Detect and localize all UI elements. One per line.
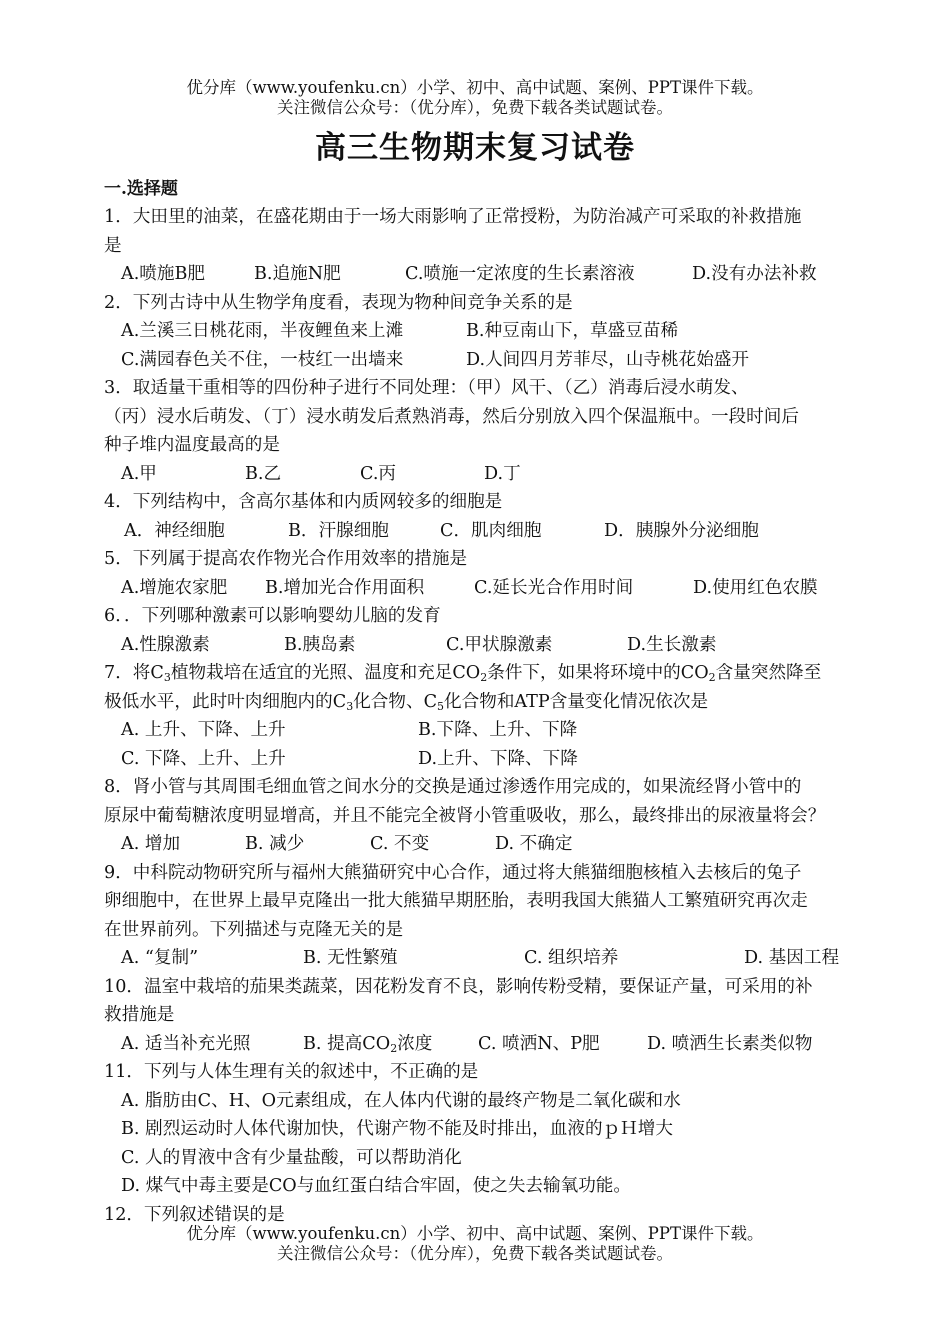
q7-options-ab <box>104 716 876 745</box>
q5-options <box>104 574 876 603</box>
q7-option-c: C. 下降、上升、上升 <box>121 748 286 769</box>
q7-option-d: D.上升、下降、下降 <box>418 748 578 769</box>
q1-line-2: 是 <box>104 235 122 256</box>
q10-option-c: C. 喷洒N、P肥 <box>478 1033 600 1054</box>
q5-option-b: B.增加光合作用面积 <box>265 577 425 598</box>
q10-option-d: D. 喷洒生长素类似物 <box>647 1033 813 1054</box>
q2-options-cd <box>104 346 876 375</box>
q2-option-c: C.满园春色关不住，一枝红一出墙来 <box>121 349 404 370</box>
q9-options <box>104 944 876 973</box>
q1-line-1: 1．大田里的油菜，在盛花期由于一场大雨影响了正常授粉，为防治减产可采取的补救措施 <box>104 207 802 227</box>
q2-line-1: 2．下列古诗中从生物学角度看，表现为物种间竞争关系的是 <box>104 292 573 313</box>
q2-options-ab <box>104 317 876 346</box>
q9-option-d: D. 基因工程 <box>744 948 840 968</box>
section-heading: 一.选择题 <box>104 179 178 199</box>
q1-option-a: A.喷施B肥 <box>121 264 206 284</box>
page-title: 高三生物期末复习试卷 <box>315 130 635 166</box>
q3-line-3: 种子堆内温度最高的是 <box>104 435 280 455</box>
q7-line-2: 极低水平，此时叶肉细胞内的$C_3$化合物、$C_5$化合物和ATP含量变化情况依次是 <box>104 691 709 713</box>
q3-option-a: A.甲 <box>121 463 157 484</box>
q3-line-1: 3．取适量干重相等的四份种子进行不同处理：（甲）风干、（乙）消毒后浸水萌发、 <box>104 378 749 398</box>
q12-line-1: 12．下列叙述错误的是 <box>104 1204 285 1225</box>
q4-options <box>104 517 876 546</box>
q10-line-2: 救措施是 <box>104 1005 175 1025</box>
q10-options <box>104 1030 876 1059</box>
q9-option-c: C. 组织培养 <box>524 948 619 968</box>
q8-option-b: B. 减少 <box>245 834 305 854</box>
q1-option-b: B.追施N肥 <box>254 264 341 284</box>
q7-options-cd <box>104 745 876 774</box>
q2-option-a: A.兰溪三日桃花雨，半夜鲤鱼来上滩 <box>121 321 404 341</box>
q9-option-b: B. 无性繁殖 <box>303 948 398 968</box>
q4-option-d: D．胰腺外分泌细胞 <box>604 520 759 541</box>
q4-option-b: B．汗腺细胞 <box>288 520 389 541</box>
question-body <box>104 203 876 1229</box>
footer-line-2: 关注微信公众号：（优分库），免费下载各类试题试卷。 <box>277 1244 673 1263</box>
q1-option-c: C.喷施一定浓度的生长素溶液 <box>405 264 635 284</box>
header-line-1: 优分库（www.youfenku.cn）小学、初中、高中试题、案例、PPT课件下载。 <box>186 78 764 97</box>
top-header <box>0 78 950 118</box>
q6-option-d: D.生长激素 <box>627 634 717 655</box>
q11-option-b: B. 剧烈运动时人体代谢加快，代谢产物不能及时排出，血液的ｐＨ增大 <box>121 1119 673 1139</box>
q9-option-a: A. “复制” <box>121 948 199 968</box>
q2-option-b: B.种豆南山下，草盛豆苗稀 <box>466 321 679 341</box>
q3-option-c: C.丙 <box>360 463 397 484</box>
q7-option-a: A. 上升、下降、上升 <box>121 720 286 740</box>
q10-option-b: B. 提高$CO_2$浓度 <box>303 1033 433 1055</box>
q1-option-d: D.没有办法补救 <box>692 264 817 284</box>
q8-option-a: A. 增加 <box>121 834 181 854</box>
q8-option-c: C. 不变 <box>370 834 430 854</box>
q9-line-2: 卵细胞中，在世界上最早克隆出一批大熊猫早期胚胎，表明我国大熊猫人工繁殖研究再次走 <box>104 891 808 911</box>
q6-option-c: C.甲状腺激素 <box>446 634 553 655</box>
q9-line-1: 9．中科院动物研究所与福州大熊猫研究中心合作，通过将大熊猫细胞核植入去核后的兔子 <box>104 862 802 883</box>
q8-line-2: 原尿中葡萄糖浓度明显增高，并且不能完全被肾小管重吸收，那么，最终排出的尿液量将会？ <box>104 805 826 826</box>
q6-option-a: A.性腺激素 <box>121 634 210 655</box>
q7-line-1: 7．将$C_3$植物栽培在适宜的光照、温度和充足$CO_2$条件下，如果将环境中的$CO_2$含量突然降至 <box>104 663 822 684</box>
q11-option-a: A. 脂肪由C、H、O元素组成，在人体内代谢的最终产物是二氧化碳和水 <box>121 1090 681 1111</box>
q4-line-1: 4．下列结构中，含高尔基体和内质网较多的细胞是 <box>104 492 503 512</box>
q9-line-3: 在世界前列。下列描述与克隆无关的是 <box>104 919 404 940</box>
q10-option-a: A. 适当补充光照 <box>121 1033 251 1054</box>
q6-options <box>104 631 876 660</box>
q8-option-d: D. 不确定 <box>495 834 573 854</box>
q6-option-b: B.胰岛素 <box>284 634 356 655</box>
q3-line-2: （丙）浸水后萌发、（丁）浸水萌发后煮熟消毒，然后分别放入四个保温瓶中。一段时间后 <box>104 406 799 427</box>
q4-option-c: C．肌肉细胞 <box>440 520 542 541</box>
q11-option-c: C. 人的胃液中含有少量盐酸，可以帮助消化 <box>121 1147 462 1168</box>
q5-option-c: C.延长光合作用时间 <box>474 577 634 598</box>
q11-option-d: D. 煤气中毒主要是CO与血红蛋白结合牢固，使之失去输氧功能。 <box>121 1176 631 1196</box>
q2-option-d: D.人间四月芳菲尽，山寺桃花始盛开 <box>466 349 749 370</box>
q6-line-1: 6．．下列哪种激素可以影响婴幼儿脑的发育 <box>104 606 441 626</box>
q3-options <box>104 460 876 489</box>
bottom-header <box>0 1224 950 1264</box>
q8-options <box>104 830 876 859</box>
q10-line-1: 10．温室中栽培的茄果类蔬菜，因花粉发育不良，影响传粉受精，要保证产量，可采用的补 <box>104 976 813 997</box>
q3-option-b: B.乙 <box>245 463 282 484</box>
q1-options <box>104 260 876 289</box>
q5-option-a: A.增施农家肥 <box>121 577 228 598</box>
q5-option-d: D.使用红色农膜 <box>693 577 818 598</box>
header-line-2: 关注微信公众号：（优分库），免费下载各类试题试卷。 <box>277 98 673 117</box>
q8-line-1: 8．肾小管与其周围毛细血管之间水分的交换是通过渗透作用完成的，如果流经肾小管中的 <box>104 777 802 797</box>
q11-line-1: 11．下列与人体生理有关的叙述中，不正确的是 <box>104 1062 479 1082</box>
q4-option-a: A．神经细胞 <box>124 520 225 541</box>
q3-option-d: D.丁 <box>484 463 521 484</box>
footer-line-1: 优分库（www.youfenku.cn）小学、初中、高中试题、案例、PPT课件下载。 <box>186 1224 764 1243</box>
q5-line-1: 5．下列属于提高农作物光合作用效率的措施是 <box>104 549 468 569</box>
q7-option-b: B.下降、上升、下降 <box>418 720 578 740</box>
